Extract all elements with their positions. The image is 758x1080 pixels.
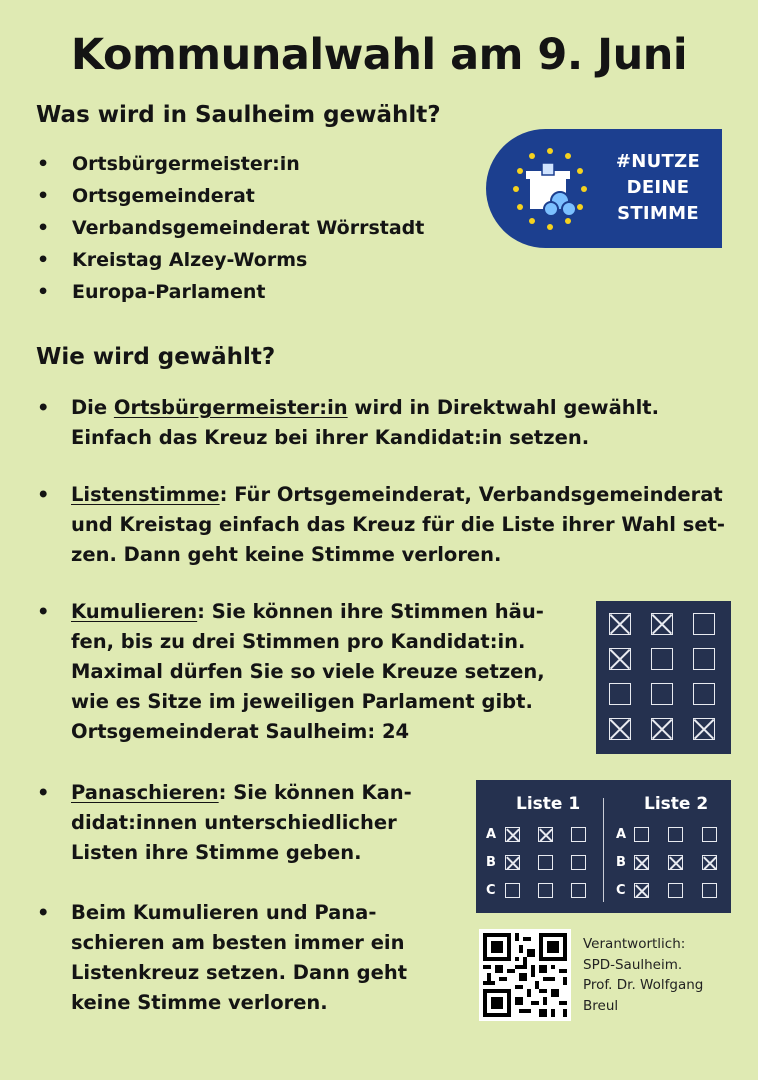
crossed-box-icon: [634, 883, 649, 898]
list-item: • Ortsgemeinderat: [37, 180, 424, 212]
list-2-label: Liste 2: [644, 794, 709, 814]
page-title: Kommunalwahl am 9. Juni: [70, 30, 688, 80]
election-list: [37, 148, 424, 308]
empty-box-icon: [571, 827, 586, 842]
list-item: • Ortsbürgermeister:in: [37, 148, 424, 180]
crossed-box-icon: [609, 648, 631, 670]
crossed-box-icon: [634, 855, 649, 870]
crossed-box-icon: [609, 613, 631, 635]
crossed-box-icon: [651, 718, 673, 740]
paragraph-listenstimme: • Listenstimme: Für Ortsgemeinderat, Verbandsgemeinderat und Kreistag einfach das Kreuz für die Liste ihrer Wahl set- zen. Dann geht keine Stimme verloren.: [37, 483, 726, 566]
term-listenstimme: Listenstimme: [71, 483, 220, 506]
crossed-box-icon: [693, 718, 715, 740]
badge-line: STIMME: [617, 203, 699, 224]
empty-box-icon: [693, 648, 715, 670]
paragraph-kumulieren: • Kumulieren: Sie können ihre Stimmen häu- fen, bis zu drei Stimmen pro Kandidat:in. Maximal dürfen Sie so viele Kreuze setzen, wie es Sitze im jeweiligen Parlament gibt. Ortsgemeinderat Saulheim: 24: [37, 600, 545, 743]
term-kumulieren: Kumulieren: [71, 600, 198, 623]
crossed-box-icon: [505, 827, 520, 842]
empty-box-icon: [668, 883, 683, 898]
badge-line: DEINE: [626, 177, 690, 198]
paragraph-advice: • Beim Kumulieren und Pana- schieren am besten immer ein Listenkreuz setzen. Dann geht keine Stimme verloren.: [37, 901, 408, 1014]
crossed-box-icon: [668, 855, 683, 870]
empty-box-icon: [571, 855, 586, 870]
badge-line: #NUTZE: [615, 151, 701, 172]
empty-box-icon: [609, 683, 631, 705]
empty-box-icon: [538, 855, 553, 870]
empty-box-icon: [651, 683, 673, 705]
term-panaschieren: Panaschieren: [71, 781, 219, 804]
section-heading-how: Wie wird gewählt?: [36, 344, 276, 370]
empty-box-icon: [702, 883, 717, 898]
list-item: • Europa-Parlament: [37, 276, 424, 308]
crossed-box-icon: [538, 827, 553, 842]
paragraph-panaschieren: • Panaschieren: Sie können Kan- didat:innen unterschiedlicher Listen ihre Stimme geben.: [37, 781, 412, 864]
crossed-box-icon: [702, 855, 717, 870]
crossed-box-icon: [505, 855, 520, 870]
empty-box-icon: [651, 648, 673, 670]
empty-box-icon: [571, 883, 586, 898]
empty-box-icon: [634, 827, 649, 842]
crossed-box-icon: [651, 613, 673, 635]
divider: [603, 798, 604, 902]
term-ortsbuergermeister: Ortsbürgermeister:in: [113, 396, 348, 419]
list-item: • Verbandsgemeinderat Wörrstadt: [37, 212, 424, 244]
empty-box-icon: [702, 827, 717, 842]
empty-box-icon: [505, 883, 520, 898]
empty-box-icon: [538, 883, 553, 898]
empty-box-icon: [668, 827, 683, 842]
crossed-box-icon: [609, 718, 631, 740]
kumulieren-checkbox-grid: [596, 601, 731, 754]
qr-code-icon: [483, 933, 567, 1017]
list-item: • Kreistag Alzey-Worms: [37, 244, 424, 276]
section-heading-what: Was wird in Saulheim gewählt?: [36, 102, 441, 128]
nutze-deine-stimme-badge: [486, 129, 722, 248]
empty-box-icon: [693, 683, 715, 705]
qr-code[interactable]: [479, 929, 571, 1021]
panaschieren-lists-graphic: Liste 1 Liste 2 A B C A B C: [476, 780, 731, 913]
list-1-label: Liste 1: [516, 794, 581, 814]
ballot-box-eu-stars-icon: [500, 141, 600, 237]
paragraph-direct-vote: • Die Ortsbürgermeister:in wird in Direktwahl gewählt. Einfach das Kreuz bei ihrer Kandidat:in setzen.: [37, 396, 660, 449]
empty-box-icon: [693, 613, 715, 635]
responsible-note: Verantwortlich: SPD-Saulheim. Prof. Dr. Wolfgang Breul: [583, 936, 704, 1014]
